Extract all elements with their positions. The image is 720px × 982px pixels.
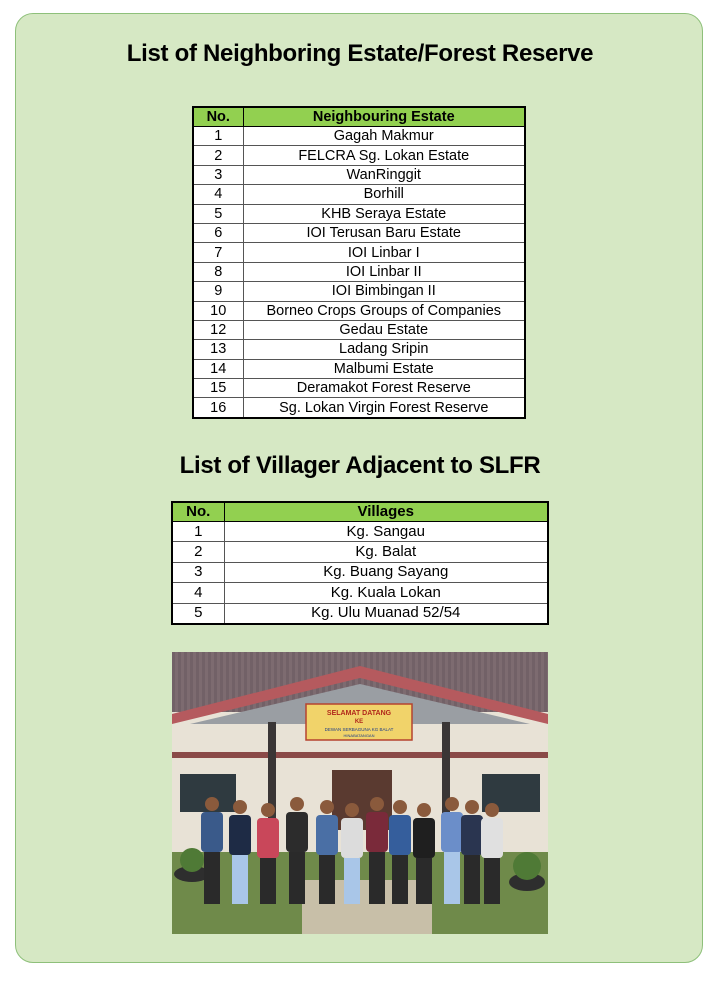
estate-name-cell: KHB Seraya Estate: [243, 204, 525, 223]
estate-number-cell: 1: [193, 127, 243, 146]
estate-number-cell: 5: [193, 204, 243, 223]
estate-name-cell: Borhill: [243, 185, 525, 204]
person-figure: [461, 800, 483, 904]
person-figure: [316, 800, 338, 904]
village-name-cell: Kg. Sangau: [224, 522, 548, 542]
village-name-cell: Kg. Buang Sayang: [224, 562, 548, 582]
column-header-no: No.: [172, 502, 224, 522]
estate-name-cell: Gedau Estate: [243, 320, 525, 339]
estate-name-cell: IOI Linbar I: [243, 243, 525, 262]
estate-number-cell: 8: [193, 262, 243, 281]
table-row: [193, 398, 525, 418]
banner-text-line4: HINABATANGAN: [343, 733, 375, 738]
estate-number-cell: 6: [193, 223, 243, 242]
table-row: [172, 603, 548, 624]
estate-number-cell: 16: [193, 398, 243, 418]
estate-number-cell: 12: [193, 320, 243, 339]
estate-number-cell: 13: [193, 340, 243, 359]
table-row: [193, 146, 525, 165]
estates-table: [192, 106, 526, 419]
column-header-estate: Neighbouring Estate: [243, 107, 525, 127]
table-row: [172, 562, 548, 582]
village-name-cell: Kg. Kuala Lokan: [224, 583, 548, 603]
estate-name-cell: FELCRA Sg. Lokan Estate: [243, 146, 525, 165]
table-row: [193, 359, 525, 378]
person-figure: [201, 797, 223, 904]
person-figure: [257, 803, 279, 904]
banner-text-line3: DEWAN SERBAGUNA KG BALAT: [324, 727, 394, 732]
estate-name-cell: Sg. Lokan Virgin Forest Reserve: [243, 398, 525, 418]
table-header-row: [172, 502, 548, 522]
table-row: [172, 522, 548, 542]
estate-number-cell: 2: [193, 146, 243, 165]
banner-text-line1: SELAMAT DATANG: [326, 710, 392, 717]
group-photo: [172, 652, 548, 934]
estate-name-cell: IOI Linbar II: [243, 262, 525, 281]
estate-number-cell: 3: [193, 165, 243, 184]
estate-number-cell: 7: [193, 243, 243, 262]
village-name-cell: Kg. Ulu Muanad 52/54: [224, 603, 548, 624]
table-row: [193, 127, 525, 146]
estate-name-cell: Gagah Makmur: [243, 127, 525, 146]
estate-number-cell: 4: [193, 185, 243, 204]
table-row: [193, 320, 525, 339]
person-figure: [366, 797, 388, 904]
estate-name-cell: Deramakot Forest Reserve: [243, 379, 525, 398]
estate-name-cell: Borneo Crops Groups of Companies: [243, 301, 525, 320]
person-figure: [413, 803, 435, 904]
village-number-cell: 2: [172, 542, 224, 562]
village-name-cell: Kg. Balat: [224, 542, 548, 562]
estates-title: List of Neighboring Estate/Forest Reserve: [126, 40, 594, 67]
table-row: [193, 262, 525, 281]
table-row: [193, 243, 525, 262]
villages-title: List of Villager Adjacent to SLFR: [179, 452, 541, 479]
table-row: [193, 185, 525, 204]
village-number-cell: 1: [172, 522, 224, 542]
banner-text-line2: KE: [354, 719, 364, 725]
estate-name-cell: IOI Bimbingan II: [243, 282, 525, 301]
person-figure: [389, 800, 411, 904]
villages-table: [171, 501, 549, 625]
column-header-no: No.: [193, 107, 243, 127]
estate-name-cell: IOI Terusan Baru Estate: [243, 223, 525, 242]
table-row: [193, 340, 525, 359]
table-row: [193, 379, 525, 398]
table-row: [172, 583, 548, 603]
estate-number-cell: 10: [193, 301, 243, 320]
person-figure: [441, 797, 463, 904]
estate-number-cell: 15: [193, 379, 243, 398]
estate-name-cell: Ladang Sripin: [243, 340, 525, 359]
village-number-cell: 3: [172, 562, 224, 582]
village-number-cell: 4: [172, 583, 224, 603]
table-row: [193, 282, 525, 301]
person-figure: [286, 797, 308, 904]
table-row: [193, 165, 525, 184]
table-row: [193, 204, 525, 223]
table-row: [172, 542, 548, 562]
table-row: [193, 223, 525, 242]
table-row: [193, 301, 525, 320]
column-header-village: Villages: [224, 502, 548, 522]
person-figure: [229, 800, 251, 904]
person-figure: [341, 803, 363, 904]
estate-name-cell: WanRinggit: [243, 165, 525, 184]
estate-name-cell: Malbumi Estate: [243, 359, 525, 378]
table-header-row: [193, 107, 525, 127]
person-figure: [481, 803, 503, 904]
estate-number-cell: 14: [193, 359, 243, 378]
village-number-cell: 5: [172, 603, 224, 624]
estate-number-cell: 9: [193, 282, 243, 301]
